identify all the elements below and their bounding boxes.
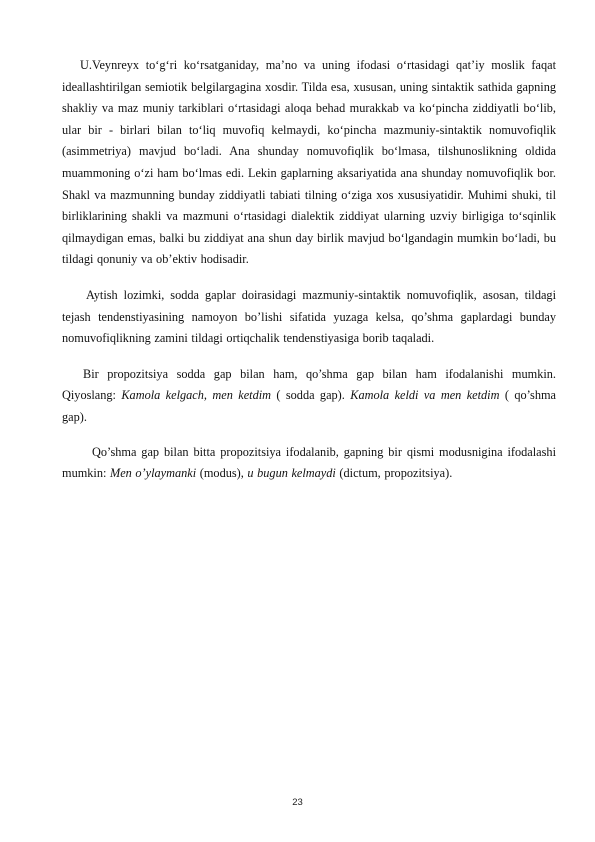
paragraph-4-text-2: (modus),	[196, 466, 248, 481]
paragraph-3-example-1: Kamola kelgach, men ketdim	[121, 388, 272, 403]
paragraph-2: Aytish lozimki, sodda gaplar doirasidagi mazmuniy-sintaktik nomuvofiqlik, asosan, tildagi tejash tendenstiyasining namoyon bo’lishi sifatida yuzaga kelsa, qo’shma gaplardagi bunday nomuvofiqlikning zamini tildagi ortiqchalik tendenstiyasiga borib taqaladi.	[62, 287, 556, 346]
page-number: 23	[292, 797, 303, 808]
paragraph-1: U.Veynreyx to‘g‘ri ko‘rsatganiday, ma’no va uning ifodasi o‘rtasidagi qat’iy moslik faqat ideallashtirilgan semiotik belgilargagina xosdir. Tilda esa, xususan, uning sintaktik sathida gapning shakliy va maz muniy tarkiblari o‘rtasidagi aloqa behad murakkab va ko‘pincha ziddiyatli bo‘lib, ular bir - birlari bilan to‘liq muvofiq kelmaydi, ko‘pincha mazmuniy-sintaktik nomuvofiqlik (asimmetriya) mavjud bo‘ladi. Ana shunday nomuvofiqlik bo‘lmasa, tilshunoslikning oldida muammoning o‘zi ham bo‘lmas edi. Lekin gaplarning aksariyatida ana shunday nomuvofiqlik bor. Shakl va mazmunning bunday ziddiyatli tabiati tilning o‘ziga xos xususiyatidir. Muhimi shuki, til birliklarining shakli va mazmuni o‘rtasidagi dialektik ziddiyat ularning uzviy birligiga to‘sqinlik qilmaydigan emas, balki bu ziddiyat ana shun day birlik mavjud bo‘lgandagin mumkin bo‘ladi, bu tildagi qonuniy va ob’ektiv hodisadir.	[62, 58, 556, 267]
paragraph-4-example-2: u bugun kelmaydi	[247, 466, 336, 481]
paragraph-4-text-1: Qo’shma gap bilan bitta propozitsiya ifodalanib, gapning bir qismi modusnigina ifodalashi mumkin:	[62, 444, 556, 481]
paragraph-4-text-3: (dictum, propozitsiya).	[335, 466, 453, 481]
paragraph-4	[62, 442, 556, 485]
paragraph-3-text-3: ( qo’shma gap).	[62, 388, 557, 424]
paragraph-3-text-1: Bir propozitsiya sodda gap bilan ham, qo’shma gap bilan ham ifodalanishi mumkin. Qiyoslang:	[62, 366, 556, 403]
paragraph-3-text-2: ( sodda gap).	[271, 388, 351, 403]
paragraph-3-example-2: Kamola keldi va men ketdim	[350, 388, 500, 403]
document-body	[62, 55, 556, 485]
paragraph-4-example-1: Men o’ylaymanki	[109, 466, 197, 481]
paragraph-3	[62, 364, 556, 429]
